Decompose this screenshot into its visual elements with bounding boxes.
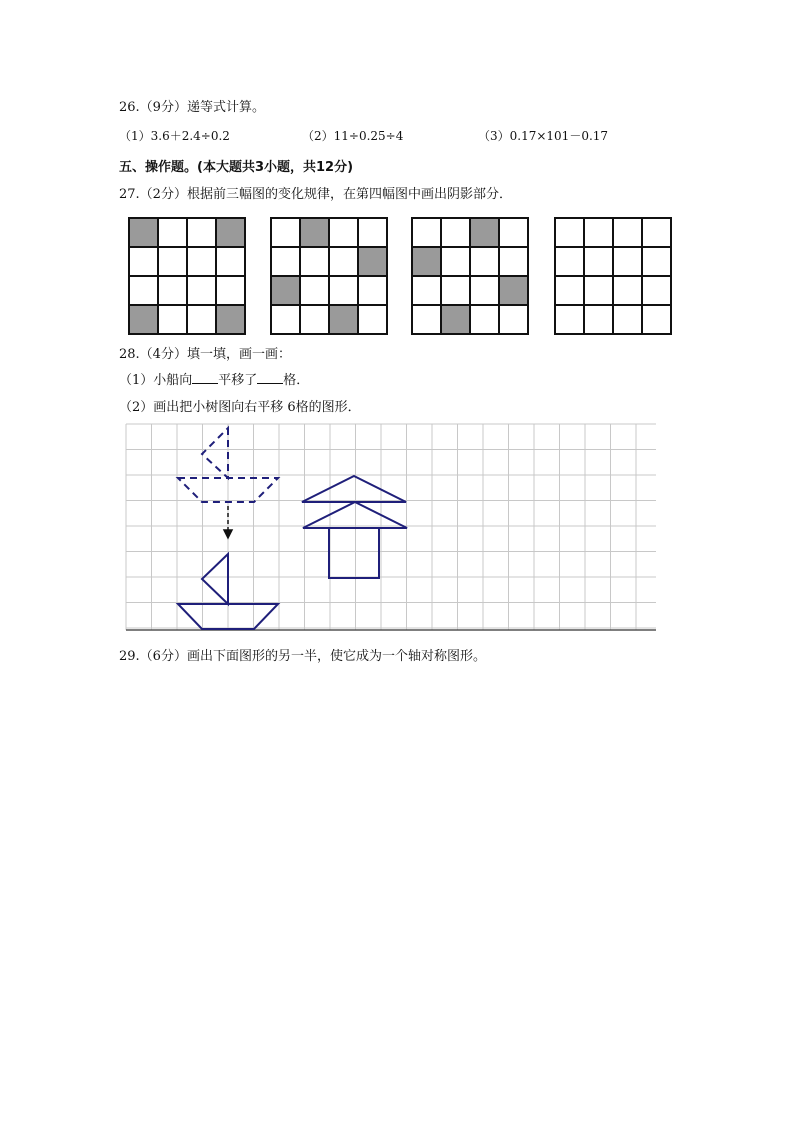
grid-cell[interactable] (613, 305, 642, 334)
q28-answer-blank-count[interactable] (257, 371, 283, 384)
grid-cell (441, 247, 470, 276)
grid-cell (216, 247, 245, 276)
arrow-head (224, 530, 232, 538)
q28-part1 (119, 369, 309, 388)
grid-cell (216, 276, 245, 305)
grid-cell[interactable] (555, 305, 584, 334)
grid-cell (412, 247, 441, 276)
grid-cell[interactable] (642, 247, 671, 276)
q26-title: 26.（9分）递等式计算。 (119, 100, 265, 115)
q29-title: 29.（6分）画出下面图形的另一半，使它成为一个轴对称图形。 (119, 649, 486, 664)
q26-item-3: （3）0.17×101－0.17 (478, 129, 609, 143)
grid-cell (412, 218, 441, 247)
grid-cell (499, 218, 528, 247)
q27-grid-3 (412, 218, 528, 334)
grid-cell[interactable] (584, 218, 613, 247)
grid-cell (216, 305, 245, 334)
grid-cell (441, 218, 470, 247)
grid-cell[interactable] (555, 218, 584, 247)
grid-cell (300, 218, 329, 247)
grid-cell (358, 218, 387, 247)
grid-cell (187, 305, 216, 334)
grid-cell[interactable] (584, 305, 613, 334)
q28-part1-text-a: （1）小船向 (119, 373, 193, 388)
grid-cell (470, 305, 499, 334)
grid-cell (271, 247, 300, 276)
grid-cell (158, 276, 187, 305)
grid-cell (441, 305, 470, 334)
grid-cell (187, 218, 216, 247)
grid-cell (158, 305, 187, 334)
grid-cell (412, 276, 441, 305)
grid-cell (412, 305, 441, 334)
small-tree (302, 476, 407, 578)
section5-title: 五、操作题。(本大题共3小题，共12分) (119, 160, 354, 175)
grid-cell (158, 247, 187, 276)
grid-cell[interactable] (584, 247, 613, 276)
grid-cell[interactable] (584, 276, 613, 305)
dashed-boat-sail (202, 428, 228, 478)
grid-cell[interactable] (642, 305, 671, 334)
q27-title: 27.（2分）根据前三幅图的变化规律，在第四幅图中画出阴影部分． (119, 187, 512, 202)
grid-cell (129, 276, 158, 305)
q28-part2: （2）画出把小树图向右平移 6格的图形． (119, 400, 361, 415)
q28-title: 28.（4分）填一填，画一画： (119, 347, 291, 362)
grid-cell (216, 218, 245, 247)
grid-cell (329, 247, 358, 276)
q26-item-2: （2）11÷0.25÷4 (302, 129, 404, 143)
grid-cell (499, 247, 528, 276)
q27-grid-4[interactable] (555, 218, 671, 334)
q28-drawing-grid[interactable] (126, 424, 660, 634)
grid-cell (329, 305, 358, 334)
grid-cell (470, 218, 499, 247)
grid-cell (129, 247, 158, 276)
grid-cell (499, 276, 528, 305)
q27-grid-2 (271, 218, 387, 334)
grid-cell (300, 305, 329, 334)
grid-cell[interactable] (613, 247, 642, 276)
grid-cell[interactable] (613, 276, 642, 305)
grid-cell (300, 247, 329, 276)
q27-grid-1 (129, 218, 245, 334)
grid-cell[interactable] (642, 218, 671, 247)
grid-cell (271, 305, 300, 334)
grid-cell (187, 276, 216, 305)
grid-cell (129, 218, 158, 247)
q28-part1-text-b: 平移了 (218, 373, 258, 388)
grid-cell (499, 305, 528, 334)
grid-cell (329, 218, 358, 247)
grid-cell[interactable] (642, 276, 671, 305)
grid-cell (129, 305, 158, 334)
tree-top-triangle (302, 476, 406, 502)
grid-cell (271, 276, 300, 305)
grid-cell[interactable] (555, 276, 584, 305)
solid-boat-sail (202, 554, 228, 604)
grid-cell[interactable] (613, 218, 642, 247)
grid-cell[interactable] (555, 247, 584, 276)
grid-cell (358, 247, 387, 276)
grid-cell (300, 276, 329, 305)
q26-item-1: （1）3.6＋2.4÷0.2 (119, 129, 230, 143)
grid-cell (329, 276, 358, 305)
grid-cell (358, 276, 387, 305)
grid-cell (470, 276, 499, 305)
q27-pattern-grids (0, 210, 794, 340)
grid-cell (358, 305, 387, 334)
grid-cell (441, 276, 470, 305)
grid-cell (158, 218, 187, 247)
grid-cell (187, 247, 216, 276)
tree-trunk (329, 528, 379, 578)
grid-cell (271, 218, 300, 247)
q28-answer-blank-direction[interactable] (192, 371, 218, 384)
q28-part1-text-c: 格． (283, 373, 310, 388)
grid-cell (470, 247, 499, 276)
